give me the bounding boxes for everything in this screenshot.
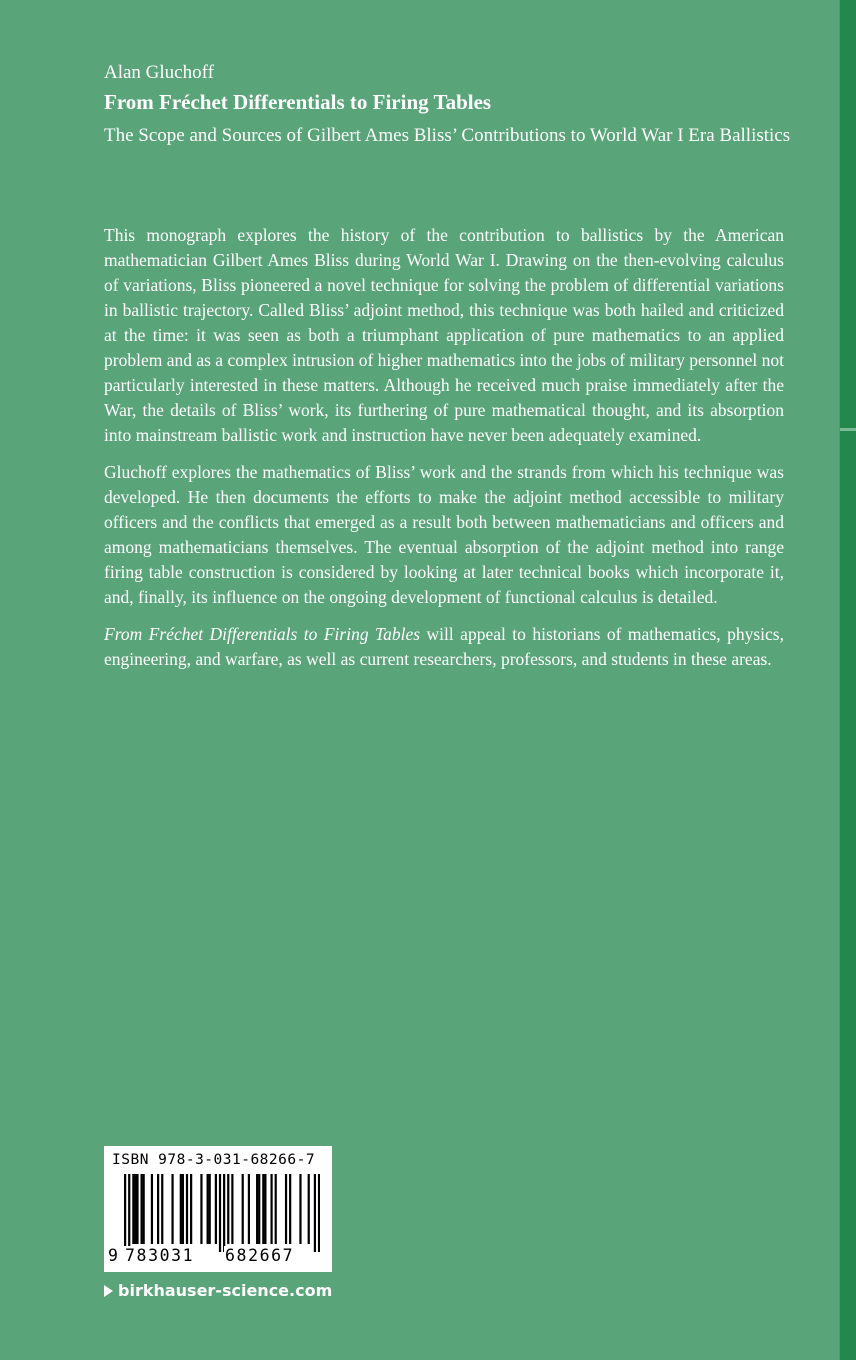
barcode-bar bbox=[308, 1174, 310, 1244]
blurb-book-title-italic: From Fréchet Differentials to Firing Tables bbox=[104, 624, 421, 644]
barcode-bar bbox=[242, 1174, 244, 1244]
ean-first-digit: 9 bbox=[108, 1246, 118, 1265]
barcode-bar bbox=[186, 1174, 188, 1244]
barcode-bar bbox=[270, 1174, 272, 1244]
blurb-paragraph-3-rest: will appeal to historians of mathematics, physics, engineering, and warfare, as well as current researchers, professors, and students in these areas. bbox=[104, 624, 784, 669]
barcode-bar bbox=[157, 1174, 159, 1244]
barcode-bar bbox=[262, 1174, 264, 1244]
blurb-paragraph-3 bbox=[104, 622, 784, 672]
barcode-bar bbox=[143, 1174, 145, 1244]
barcode-bar bbox=[285, 1174, 287, 1244]
barcode-bar bbox=[207, 1174, 209, 1244]
barcode-bar bbox=[289, 1174, 291, 1244]
barcode-guard-bar bbox=[314, 1174, 316, 1252]
barcode-bar bbox=[182, 1174, 184, 1244]
barcode-guard-bar bbox=[318, 1174, 320, 1252]
isbn-barcode bbox=[104, 1146, 332, 1272]
barcode-bar bbox=[132, 1174, 134, 1244]
barcode-guard-bar bbox=[128, 1174, 130, 1252]
website-text: birkhauser-science.com bbox=[118, 1281, 333, 1300]
spine-edge bbox=[840, 0, 856, 1360]
barcode-guard-bar bbox=[223, 1174, 225, 1252]
isbn-label: ISBN 978-3-031-68266-7 bbox=[112, 1152, 316, 1168]
barcode-guard-bar bbox=[219, 1174, 221, 1252]
spine-tick bbox=[840, 428, 856, 431]
barcode-bar bbox=[190, 1174, 192, 1244]
barcode-bar bbox=[258, 1174, 260, 1244]
barcode-bars bbox=[124, 1174, 320, 1252]
barcode-bar bbox=[275, 1174, 277, 1244]
barcode-bar bbox=[200, 1174, 202, 1244]
blurb-paragraph-1: This monograph explores the history of the contribution to ballistics by the American mathematician Gilbert Ames Bliss during World War I. Drawing on the then-evolving calculus of variations, Bliss pioneered a novel technique for solving the problem of differential variations in ballistic trajectory. Called Bliss’ adjoint method, this technique was both hailed and criticized at the time: it was seen as both a triumphant application of pure mathematics to an applied problem and as a complex intrusion of higher mathematics into the jobs of military personnel not particularly interested in these matters. Although he received much praise immediately after the War, the details of Bliss’ work, its furthering of pure mathematical thought, and its absorption into mainstream ballistic work and instruction have never been adequately examined. bbox=[104, 225, 784, 445]
barcode-bar bbox=[134, 1174, 136, 1244]
barcode-bar bbox=[151, 1174, 153, 1244]
barcode-bar bbox=[256, 1174, 258, 1244]
barcode-bar bbox=[171, 1174, 173, 1244]
barcode-bar bbox=[161, 1174, 163, 1244]
barcode-bar bbox=[136, 1174, 138, 1244]
barcode-bar bbox=[141, 1174, 143, 1244]
cover-header bbox=[104, 60, 794, 151]
barcode-guard-bar bbox=[124, 1174, 126, 1252]
barcode-bar bbox=[209, 1174, 211, 1244]
barcode-bar bbox=[264, 1174, 266, 1244]
barcode-bar bbox=[248, 1174, 250, 1244]
blurb-paragraph-2: Gluchoff explores the mathematics of Bliss’ work and the strands from which his technique was developed. He then documents the efforts to make the adjoint method accessible to military officers and the conflicts that emerged as a result both between mathematicians and officers and among mathematicians themselves. The eventual absorption of the adjoint method into range firing table construction is considered by looking at later technical books which incorporate it, and, finally, its influence on the ongoing development of functional calculus is detailed. bbox=[104, 462, 784, 607]
barcode-bar bbox=[299, 1174, 301, 1244]
triangle-right-icon bbox=[104, 1285, 113, 1297]
book-subtitle: The Scope and Sources of Gilbert Ames Bliss’ Contributions to World War I Era Ballistics bbox=[104, 125, 791, 146]
author-name: Alan Gluchoff bbox=[104, 62, 214, 83]
publisher-website[interactable] bbox=[104, 1279, 332, 1303]
ean-right-group: 682667 bbox=[225, 1246, 295, 1265]
barcode-bar bbox=[231, 1174, 233, 1244]
book-title: From Fréchet Differentials to Firing Tables bbox=[104, 90, 492, 114]
barcode-bar bbox=[215, 1174, 217, 1244]
barcode-bar bbox=[227, 1174, 229, 1244]
ean-left-group: 783031 bbox=[125, 1246, 195, 1265]
barcode-bar bbox=[180, 1174, 182, 1244]
blurb bbox=[104, 223, 784, 684]
